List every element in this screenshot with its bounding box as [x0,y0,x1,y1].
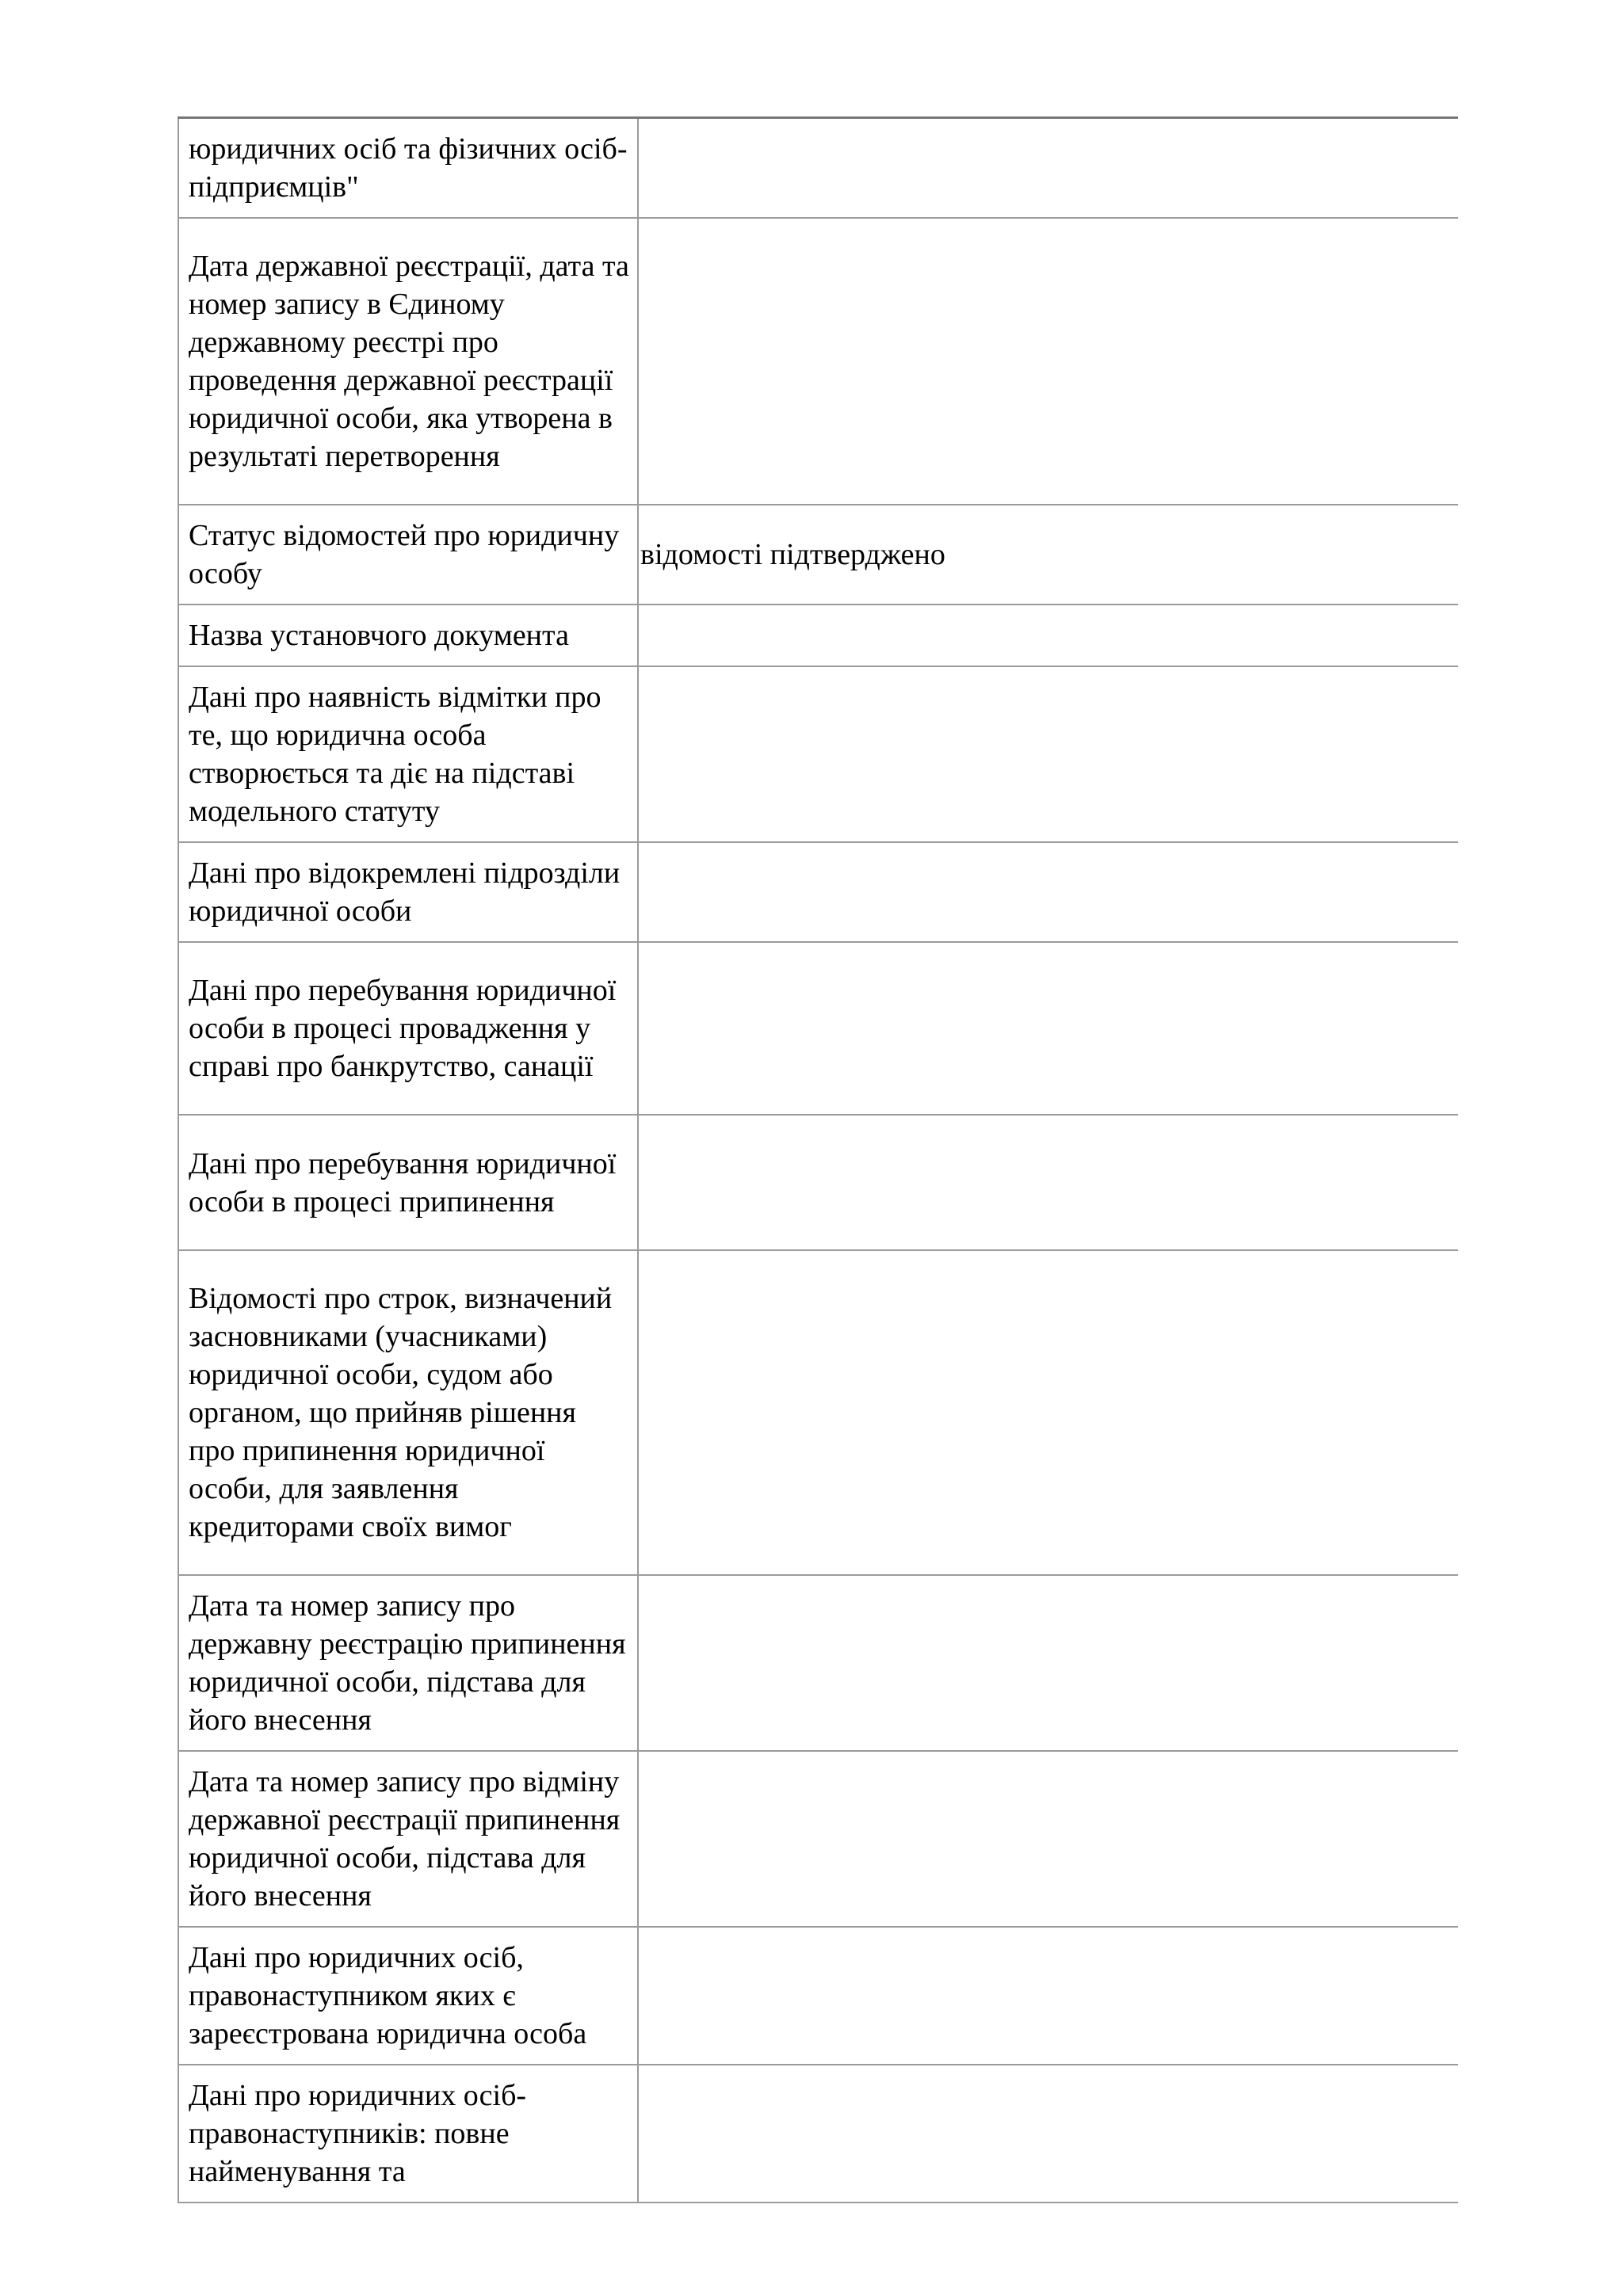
row-label: Назва установчого документа [178,605,638,666]
row-value [638,1115,1458,1250]
row-value [638,118,1458,219]
table-row [178,2065,1458,2203]
row-label: Дані про наявність відмітки про те, що юридична особа створюється та діє на підставі модельного статуту [178,666,638,842]
table-row [178,1115,1458,1250]
row-label: Дата та номер запису про державну реєстрацію припинення юридичної особи, підстава для його внесення [178,1575,638,1751]
table-row [178,666,1458,842]
row-label: Дата та номер запису про відміну державної реєстрації припинення юридичної особи, підстава для його внесення [178,1751,638,1927]
row-label: Дані про юридичних осіб, правонаступником яких є зареєстрована юридична особа [178,1927,638,2065]
row-value [638,1927,1458,2065]
row-value [638,666,1458,842]
table-row [178,942,1458,1115]
row-label: Дані про перебування юридичної особи в процесі припинення [178,1115,638,1250]
table-row [178,842,1458,942]
table-row [178,218,1458,505]
table-row [178,1250,1458,1575]
row-value [638,842,1458,942]
registry-table [178,116,1458,2203]
row-label: Дані про відокремлені підрозділи юридичної особи [178,842,638,942]
table-row [178,605,1458,666]
row-label: Дата державної реєстрації, дата та номер запису в Єдиному державному реєстрі про проведення державної реєстрації юридичної особи, яка утворена в результаті перетворення [178,218,638,505]
row-value [638,1250,1458,1575]
table-row [178,505,1458,605]
row-label: юридичних осіб та фізичних осіб-підприємців" [178,118,638,219]
row-label: Статус відомостей про юридичну особу [178,505,638,605]
row-value [638,942,1458,1115]
row-value [638,2065,1458,2203]
table-row [178,1927,1458,2065]
row-value: відомості підтверджено [638,505,1458,605]
table-row [178,1575,1458,1751]
row-label: Дані про перебування юридичної особи в процесі провадження у справі про банкрутство, санації [178,942,638,1115]
row-label: Відомості про строк, визначений засновниками (учасниками) юридичної особи, судом або органом, що прийняв рішення про припинення юридичної особи, для заявлення кредиторами своїх вимог [178,1250,638,1575]
row-value [638,1575,1458,1751]
row-value [638,605,1458,666]
row-value [638,218,1458,505]
table-row [178,118,1458,219]
row-value [638,1751,1458,1927]
table-row [178,1751,1458,1927]
row-label: Дані про юридичних осіб-правонаступників: повне найменування та [178,2065,638,2203]
